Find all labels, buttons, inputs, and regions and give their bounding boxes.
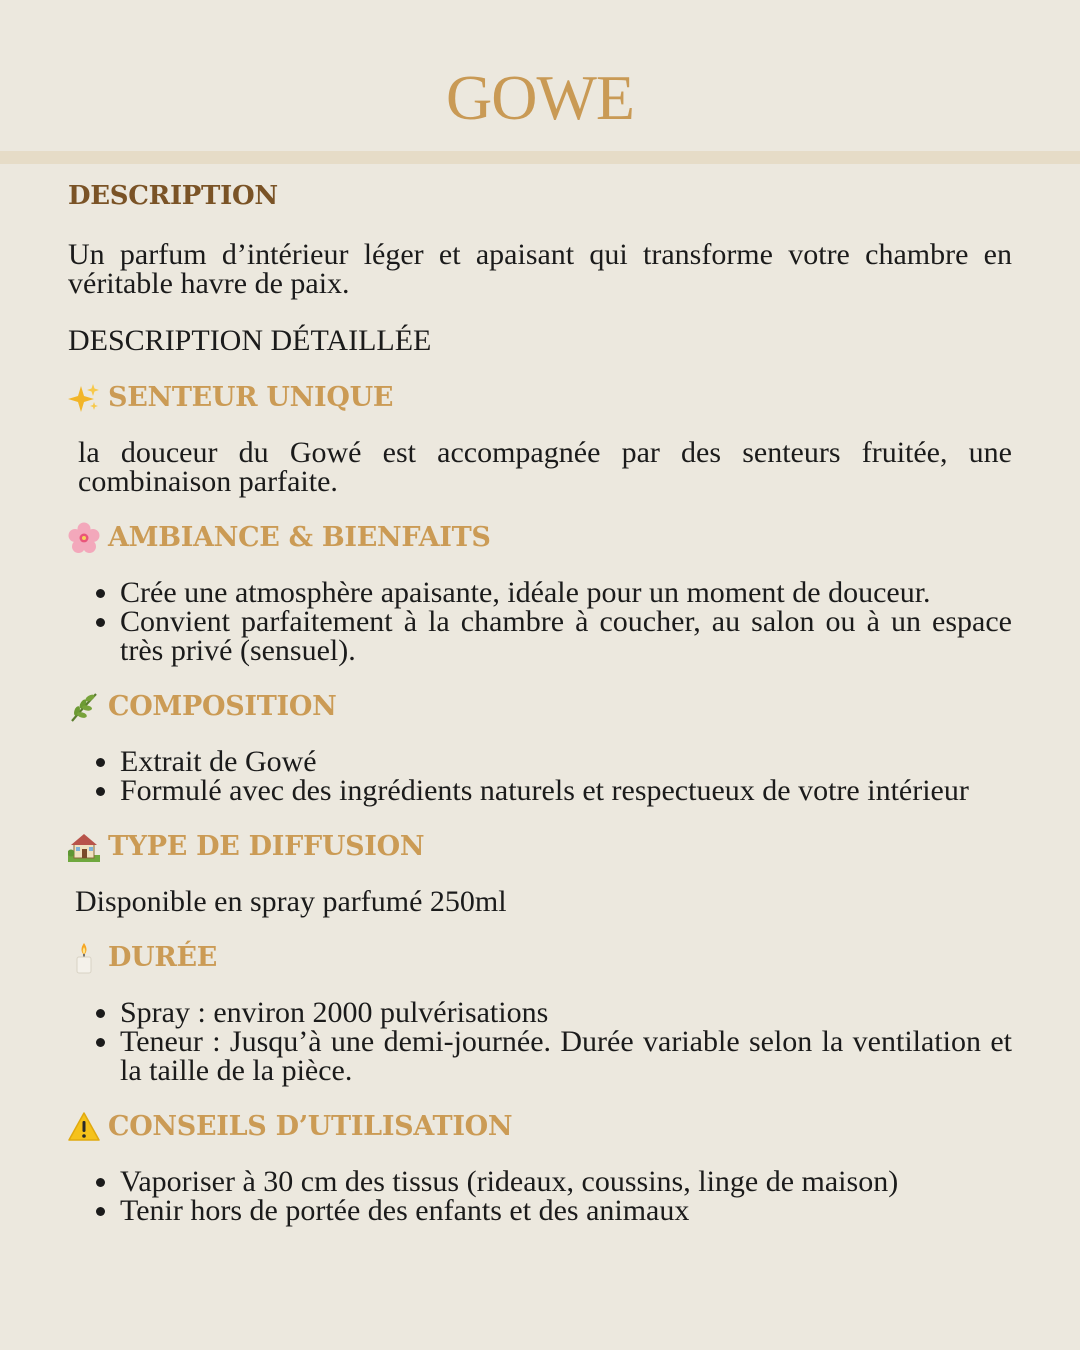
description-heading: DESCRIPTION bbox=[68, 181, 278, 211]
description-text: Un parfum d’intérieur léger et apaisant qui transforme votre chambre en véritable havre de paix. bbox=[68, 238, 1012, 300]
product-description bbox=[68, 178, 1012, 1225]
ambiance-list bbox=[68, 578, 1012, 665]
section-senteur-title bbox=[68, 380, 1012, 416]
section-duree-label: DURÉE bbox=[108, 942, 218, 973]
herb-icon bbox=[68, 691, 100, 723]
list-item: • Spray : environ 2000 pulvérisations bbox=[120, 998, 1012, 1027]
section-senteur-label: SENTEUR UNIQUE bbox=[108, 382, 394, 413]
list-item: • Crée une atmosphère apaisante, idéale pour un moment de douceur. bbox=[120, 578, 1012, 607]
senteur-text: la douceur du Gowé est accompagnée par des senteurs fruitée, une combinaison parfaite. bbox=[78, 436, 1012, 498]
list-item: • Convient parfaitement à la chambre à coucher, au salon ou à un espace très privé (sensuel). bbox=[120, 607, 1012, 665]
composition-list bbox=[68, 747, 1012, 805]
detailed-description-title: DESCRIPTION DÉTAILLÉE bbox=[68, 324, 432, 357]
list-item: • Tenir hors de portée des enfants et des animaux bbox=[120, 1196, 1012, 1225]
conseils-list bbox=[68, 1167, 1012, 1225]
list-item: • Formulé avec des ingrédients naturels et respectueux de votre intérieur bbox=[120, 776, 1012, 805]
section-duree-title bbox=[68, 940, 1012, 976]
list-item: • Teneur : Jusqu’à une demi-journée. Durée variable selon la ventilation et la taille de la pièce. bbox=[120, 1027, 1012, 1085]
section-diffusion-label: TYPE DE DIFFUSION bbox=[108, 831, 425, 862]
brand-logo: GOWE bbox=[446, 62, 634, 133]
section-conseils-label: CONSEILS D’UTILISATION bbox=[108, 1111, 513, 1142]
duree-list bbox=[68, 998, 1012, 1085]
section-composition-title bbox=[68, 689, 1012, 725]
section-conseils-title bbox=[68, 1109, 1012, 1145]
house-icon bbox=[68, 831, 100, 863]
section-ambiance-title bbox=[68, 520, 1012, 556]
candle-icon bbox=[68, 942, 100, 974]
warning-icon bbox=[68, 1111, 100, 1143]
header-divider-band bbox=[0, 151, 1080, 164]
sparkles-icon bbox=[68, 382, 100, 414]
list-item: • Vaporiser à 30 cm des tissus (rideaux, coussins, linge de maison) bbox=[120, 1167, 1012, 1196]
section-composition-label: COMPOSITION bbox=[108, 691, 337, 722]
flower-icon bbox=[68, 522, 100, 554]
section-diffusion-title bbox=[68, 829, 1012, 865]
list-item: • Extrait de Gowé bbox=[120, 747, 1012, 776]
diffusion-text: Disponible en spray parfumé 250ml bbox=[75, 885, 507, 918]
section-ambiance-label: AMBIANCE & BIENFAITS bbox=[108, 522, 491, 553]
